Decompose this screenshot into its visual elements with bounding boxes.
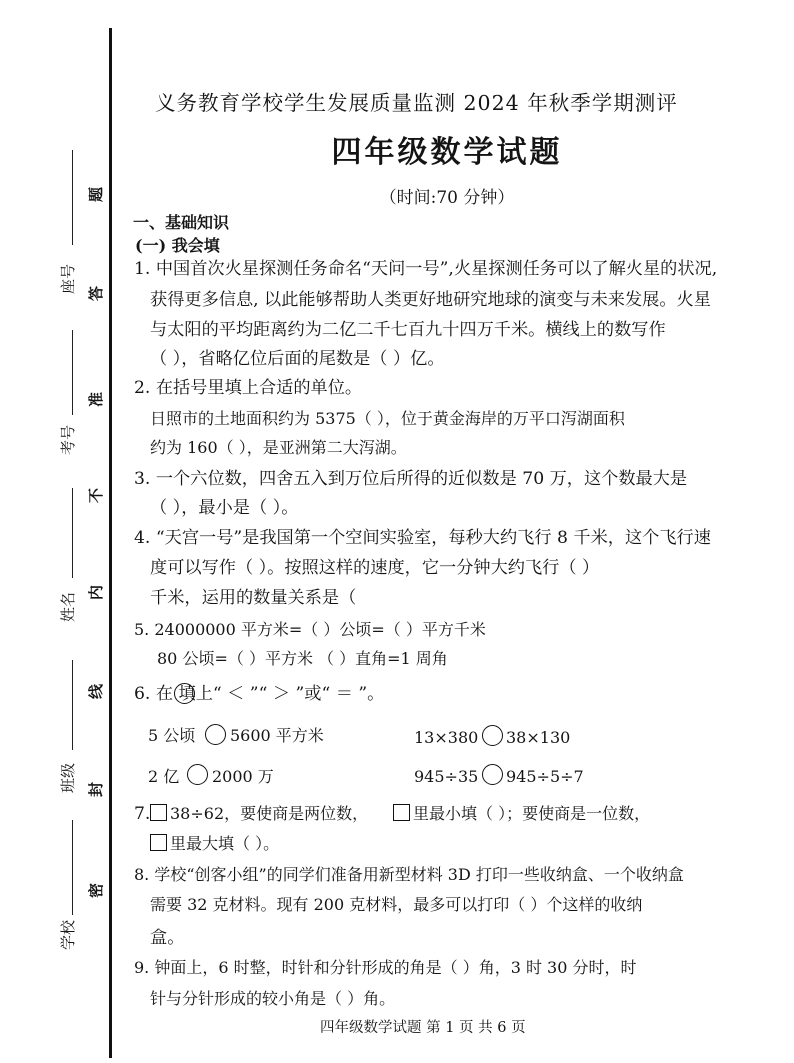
q1-line-1: 1. 中国首次火星探测任务命名“天问一号”,火星探测任务可以了解火星的状况, <box>134 259 718 279</box>
q6-c-left: 2 亿 <box>148 767 180 786</box>
seal-char-xian: 线 <box>87 683 106 700</box>
q2-line-1: 2. 在括号里填上合适的单位。 <box>134 378 363 398</box>
q2-line-3: 约为 160（ ），是亚洲第二大泻湖。 <box>150 438 407 457</box>
q3-line-2: （ ），最小是（ ）。 <box>150 498 299 518</box>
section-heading: 一、基础知识 <box>133 213 230 232</box>
q5-line-1: 5. 24000000 平方米=（ ）公顷=（ ）平方千米 <box>134 620 486 639</box>
q1-line-4: （ ），省略亿位后面的尾数是（ ）亿。 <box>150 349 445 369</box>
class-line <box>72 660 73 750</box>
q1-line-3: 与太阳的平均距离约为二亿二千七百九十四万千米。横线上的数写作 <box>150 320 666 340</box>
q6-b-right: 38×130 <box>506 728 571 747</box>
seal-char-ti: 题 <box>87 186 106 203</box>
q3-line-1: 3. 一个六位数，四舍五入到万位后所得的近似数是 70 万，这个数最大是 <box>134 469 688 489</box>
q6-b-left: 13×380 <box>414 728 479 747</box>
q6-a-left: 5 公顷 <box>148 726 196 745</box>
blank-box-icon <box>150 834 167 851</box>
q6-d-right: 945÷5÷7 <box>506 767 584 786</box>
q8-line-3: 盒。 <box>150 928 185 948</box>
seat-number-label: 座号 <box>59 263 77 294</box>
q4-line-2: 度可以写作（ ）。按照这样的速度，它一分钟大约飞行（ ） <box>150 558 600 578</box>
compare-circle-icon <box>174 683 195 704</box>
exam-number-label: 考号 <box>59 424 77 455</box>
q7-line-1: 38÷62，要使商是两位数， <box>170 804 369 823</box>
q4-line-1: 4. “天宫一号”是我国第一个空间实验室，每秒大约飞行 8 千米，这个飞行速 <box>134 528 711 548</box>
q6-d-left: 945÷35 <box>414 767 479 786</box>
name-label: 姓名 <box>59 591 77 622</box>
q7-line-2: 里最大填（ ）。 <box>170 834 280 853</box>
school-line <box>72 820 73 915</box>
answer-circle-a[interactable] <box>205 724 226 745</box>
exam-header: 义务教育学校学生发展质量监测 2024 年秋季学期测评 <box>155 91 678 115</box>
q7-number: 7. <box>134 804 151 824</box>
q8-line-2: 需要 32 克材料。现有 200 克材料，最多可以打印（ ）个这样的收纳 <box>150 895 643 914</box>
q5-line-2: 80 公顷=（ ）平方米 （ ）直角=1 周角 <box>157 649 448 668</box>
q6-c-right: 2000 万 <box>212 767 274 786</box>
seal-char-zhun: 准 <box>87 391 106 408</box>
seal-char-mi: 密 <box>87 882 106 899</box>
q6-line-1: 6. 在 填上“ ＜ ”“ ＞ ”或“ ＝ ”。 <box>134 684 385 704</box>
q9-line-1: 9. 钟面上，6 时整，时针和分针形成的角是（ ）角，3 时 30 分时，时 <box>134 958 637 977</box>
class-label: 班级 <box>59 762 77 793</box>
answer-circle-b[interactable] <box>482 725 503 746</box>
q9-line-2: 针与分针形成的较小角是（ ）角。 <box>150 989 396 1008</box>
answer-circle-d[interactable] <box>482 764 503 785</box>
exam-number-line <box>72 330 73 415</box>
blank-box-icon <box>393 804 410 821</box>
q1-line-2: 获得更多信息, 以此能够帮助人类更好地研究地球的演变与未来发展。火星 <box>150 290 711 310</box>
blank-box-icon <box>150 804 167 821</box>
answer-circle-c[interactable] <box>187 764 208 785</box>
name-line <box>72 488 73 578</box>
q7-line-1b: 里最小填（ ）；要使商是一位数， <box>413 804 651 823</box>
subsection-heading: (一) 我会填 <box>135 236 220 255</box>
q8-line-1: 8. 学校“创客小组”的同学们准备用新型材料 3D 打印一些收纳盒、一个收纳盒 <box>134 865 684 884</box>
page-title: 四年级数学试题 <box>331 135 563 170</box>
q2-line-2: 日照市的土地面积约为 5375（ ），位于黄金海岸的万平口泻湖面积 <box>150 409 625 428</box>
seal-char-da: 答 <box>87 285 106 302</box>
seal-char-feng: 封 <box>87 781 106 798</box>
school-label: 学校 <box>59 919 77 950</box>
seal-char-nei: 内 <box>87 584 106 601</box>
q4-line-3: 千米，运用的数量关系是（ <box>150 588 357 608</box>
q6-a-right: 5600 平方米 <box>230 726 324 745</box>
time-limit: （时间:70 分钟） <box>379 188 515 208</box>
seal-char-bu: 不 <box>87 487 106 504</box>
page-footer: 四年级数学试题 第 1 页 共 6 页 <box>320 1020 526 1036</box>
